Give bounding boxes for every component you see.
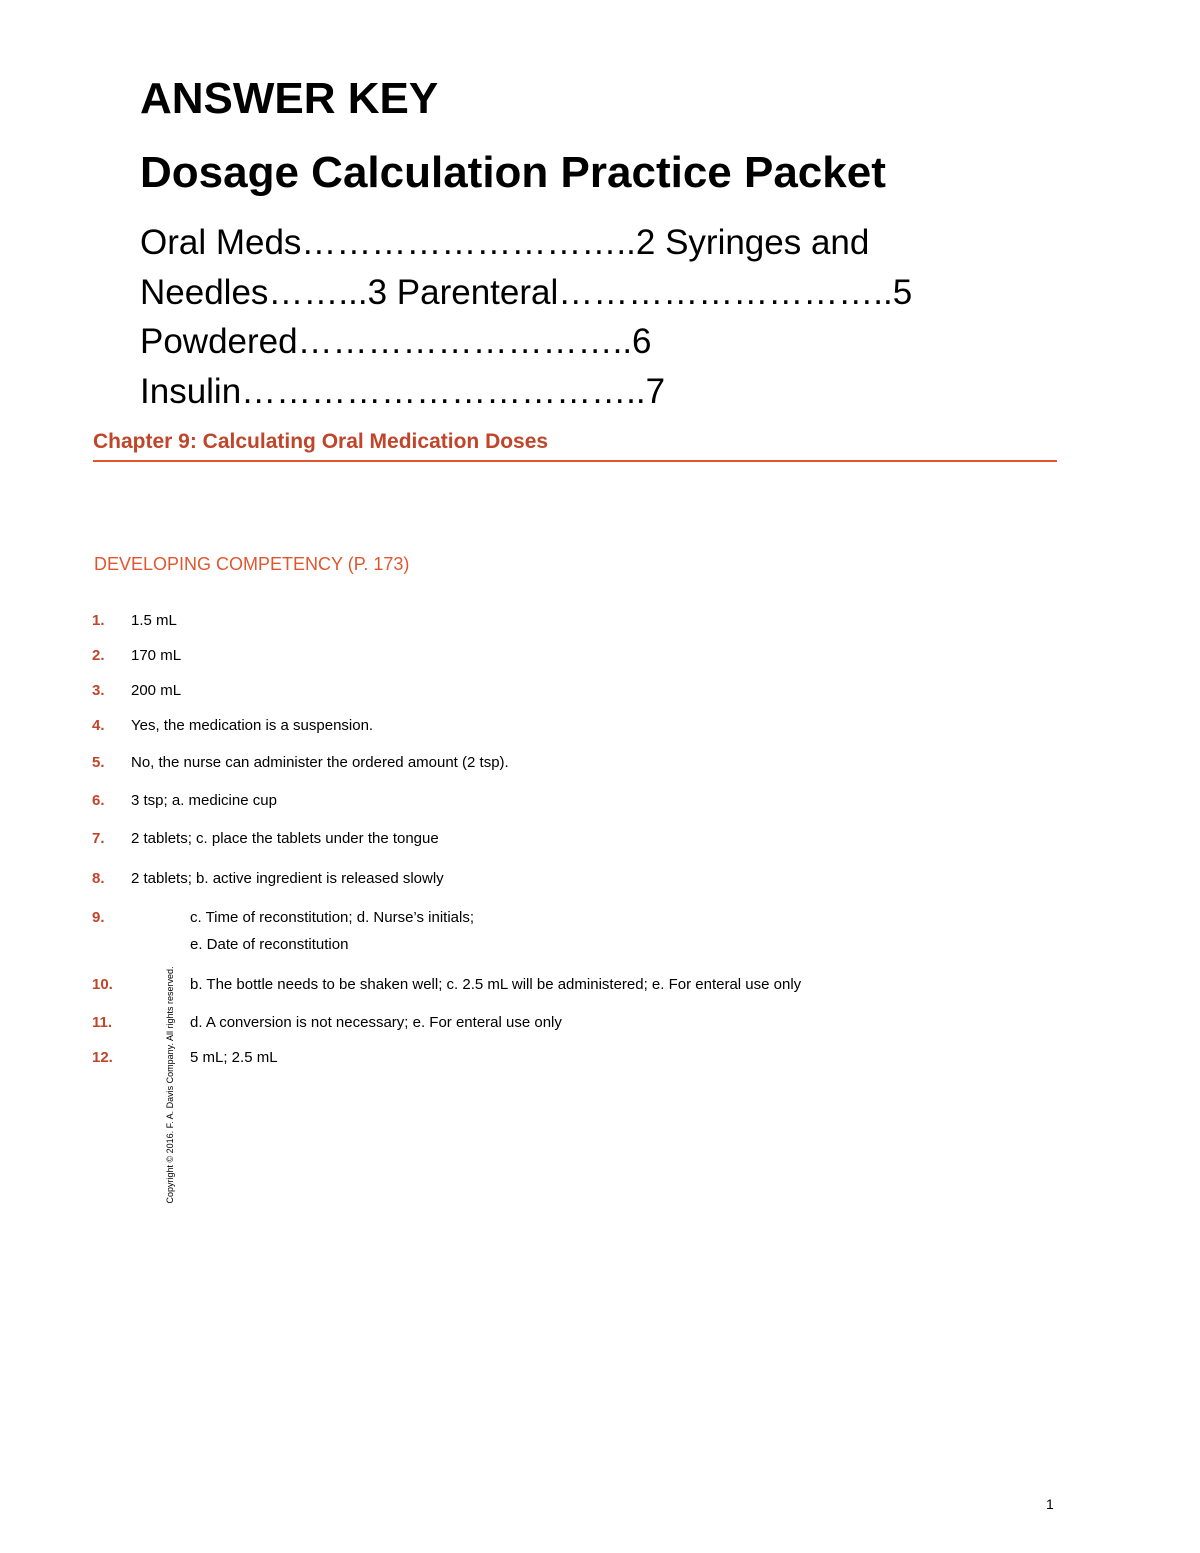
answer-text: No, the nurse can administer the ordered amount (2 tsp). [131, 754, 509, 771]
answer-text: 2 tablets; c. place the tablets under the tongue [131, 830, 439, 847]
copyright-text: Copyright © 2016. F. A. Davis Company. All rights reserved. [165, 966, 175, 1204]
section-heading: DEVELOPING COMPETENCY (P. 173) [94, 554, 410, 574]
answer-number: 9. [92, 909, 105, 926]
answer-text: 2 tablets; b. active ingredient is released slowly [131, 870, 444, 887]
toc-line: Oral Meds………………………..2 Syringes and [140, 223, 870, 262]
answer-number: 1. [92, 612, 105, 629]
toc-line: Needles……...3 Parenteral………………………..5 [140, 272, 913, 312]
answer-text: c. Time of reconstitution; d. Nurse’s initials; [190, 909, 475, 926]
answer-text: d. A conversion is not necessary; e. For enteral use only [190, 1014, 562, 1031]
answer-number: 10. [92, 976, 113, 993]
answer-number: 8. [92, 870, 105, 887]
answer-number: 11. [92, 1014, 113, 1031]
answer-number: 7. [92, 830, 105, 847]
table-of-contents [140, 218, 913, 416]
page-number: 1 [1046, 1496, 1054, 1512]
answer-text: 170 mL [131, 647, 182, 664]
answer-number: 6. [92, 792, 105, 809]
answer-number: 5. [92, 754, 105, 771]
answer-text: b. The bottle needs to be shaken well; c. 2.5 mL will be administered; e. For enteral use only [190, 976, 802, 993]
answer-text: 1.5 mL [131, 612, 177, 629]
document-title: ANSWER KEY [140, 74, 439, 123]
answer-number: 4. [92, 717, 105, 734]
answer-number: 3. [92, 682, 105, 699]
answer-text: 5 mL; 2.5 mL [190, 1049, 278, 1066]
answer-number: 2. [92, 647, 105, 664]
answer-text: 200 mL [131, 682, 182, 699]
chapter-heading: Chapter 9: Calculating Oral Medication Doses [93, 430, 1057, 462]
answer-text: Yes, the medication is a suspension. [131, 717, 374, 734]
answer-text-continued: e. Date of reconstitution [190, 936, 349, 953]
toc-line: Powdered………………………..6 [140, 322, 652, 361]
toc-line: Insulin……………………………..7 [140, 371, 666, 411]
document-subtitle: Dosage Calculation Practice Packet [140, 148, 886, 197]
answer-number: 12. [92, 1049, 113, 1066]
answer-text: 3 tsp; a. medicine cup [131, 792, 277, 809]
